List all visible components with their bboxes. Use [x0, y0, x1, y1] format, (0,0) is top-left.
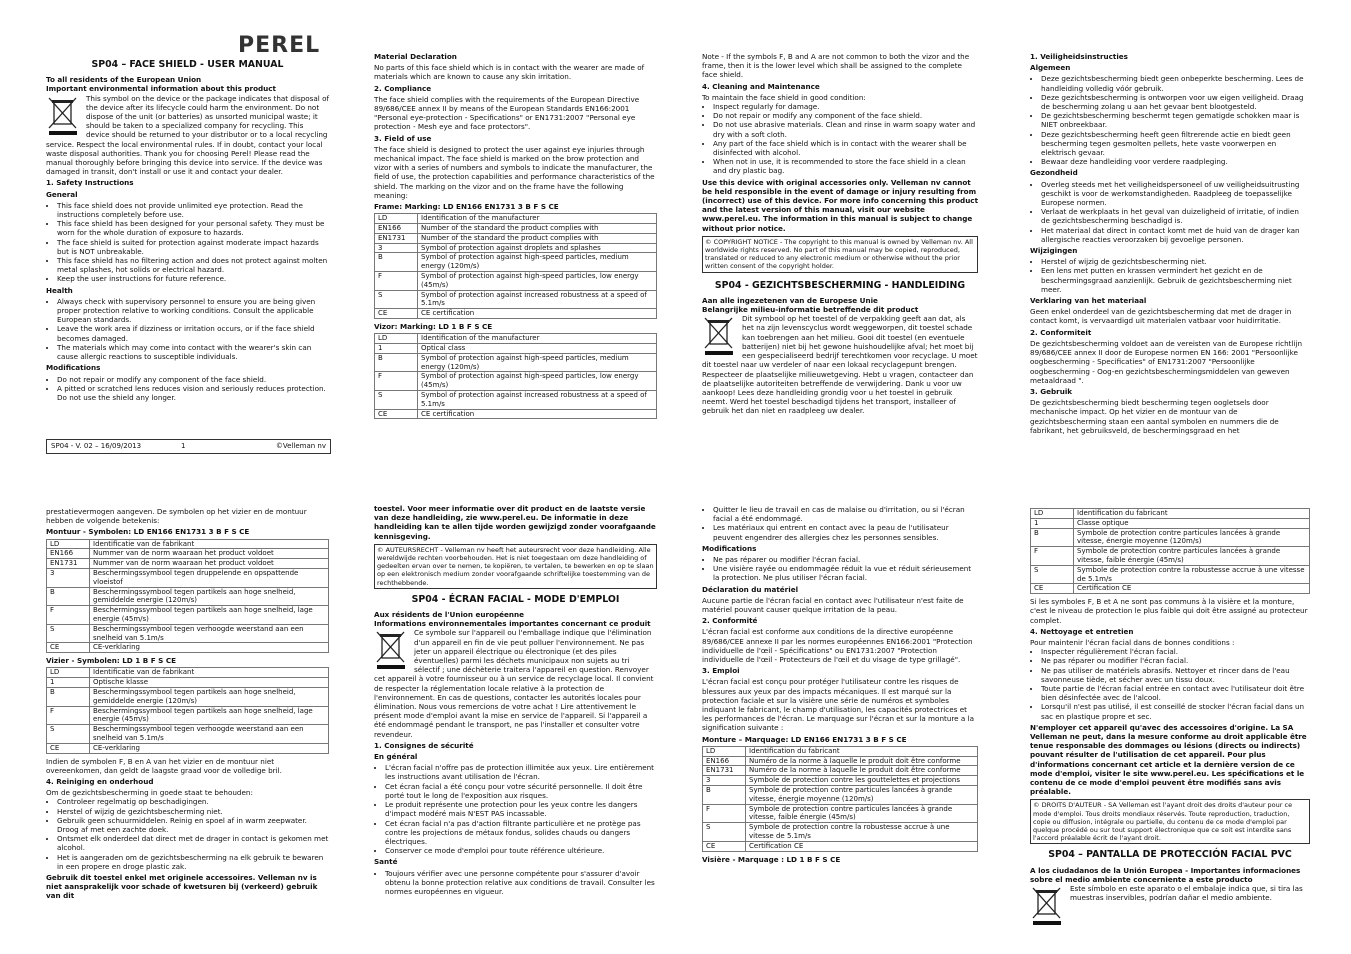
- table-cell: CE: [375, 309, 418, 319]
- cleaning-heading: 4. Cleaning and Maintenance: [702, 81, 820, 91]
- table-cell: CE certification: [418, 409, 657, 419]
- table-cell: F: [375, 372, 418, 391]
- list-item: • Controleer regelmatig op beschadigingen.: [57, 797, 329, 806]
- table-cell: S: [47, 624, 90, 643]
- list-item: • The face shield is suited for protection against moderate impact hazards but is NOT unbreakable.: [57, 238, 329, 256]
- column-4: [1030, 52, 1306, 437]
- table-row: [1031, 528, 1310, 547]
- table-cell: Symbol of protection against droplets and splashes: [418, 243, 657, 253]
- fr-general-list: [374, 763, 657, 855]
- table-cell: Beschermingssymbool tegen partikels aan hoge snelheid, gemiddelde energie (120m/s): [90, 687, 329, 706]
- table-cell: CE certification: [418, 309, 657, 319]
- table-cell: Symbol of protection against increased robustness at a speed of 5.1m/s: [418, 290, 657, 309]
- table-cell: Beschermingssymbool tegen druppelende en opspattende vloeistof: [90, 569, 329, 588]
- table-row: [47, 606, 329, 625]
- nl-modifications-list: [1030, 257, 1306, 294]
- fr-cleaning-heading: 4. Nettoyage et entretien: [1030, 626, 1134, 636]
- fr-use-heading: 3. Emploi: [702, 666, 740, 676]
- table-cell: Identification du fabricant: [1074, 509, 1310, 519]
- list-item: • Overleg steeds met het veiligheidspersoneel of uw veiligheidsuitrusting geschikt is voor de werkomstandigheden. Raadpleeg de toepasselijke Europese normen.: [1041, 180, 1306, 208]
- section-safety: 1. Safety Instructions: [46, 178, 134, 188]
- table-row: [375, 391, 657, 410]
- table-cell: 1: [47, 678, 90, 688]
- nl-vizor-marking-heading: Vizier - Symbolen: LD 1 B F S CE: [46, 656, 177, 666]
- table-row: [375, 353, 657, 372]
- fr-health-heading: Santé: [374, 857, 398, 867]
- modifications-list: [46, 375, 329, 403]
- vizor-marking-heading: Vizor: Marking: LD 1 B F S CE: [374, 322, 493, 332]
- manual-title-en: SP04 – FACE SHIELD - USER MANUAL: [91, 59, 284, 70]
- eu-text: This symbol on the device or the package indicates that disposal of the device after its lifecycle could harm the environment. Do not dispose of the unit (or batteries) as unsorted municipal waste; it should be taken to a specialized company for recycling. This device should be returned to your distributor or to a local recycling service. Respect the local environmental rules. If in doubt, contact your local waste disposal authorities. Thank you for choosing Perel! Please read the manual thoroughly before bringing this device into service. If the device was damaged in transit, don't install or use it and contact your dealer.: [46, 93, 330, 177]
- table-row: [47, 643, 329, 653]
- list-item: • Cet écran facial a été conçu pour votre sécurité personnelle. Il doit être porté tout le long de l'exposition aux risques.: [385, 782, 657, 800]
- fr-note-text: Si les symboles F, B et A ne sont pas communs à la visière et la monture, c'est le niveau de protection le plus faible qui doit être assigné au protecteur complet.: [1030, 597, 1308, 625]
- fr-modifications-list: [702, 555, 978, 583]
- column-8: [1030, 507, 1310, 928]
- list-item: • This face shield has no filtering action and does not protect against molten metal splashes, hot solids or electrical hazard.: [57, 256, 329, 274]
- manual-title-es: SP04 – PANTALLA DE PROTECCIÓN FACIAL PVC: [1048, 849, 1292, 861]
- table-row: [375, 233, 657, 243]
- field-of-use-heading: 3. Field of use: [374, 133, 432, 143]
- table-cell: B: [47, 587, 90, 606]
- table-cell: Optische klasse: [90, 678, 329, 688]
- table-cell: Beschermingssymbool tegen verhoogde weerstand aan een snelheid van 5.1m/s: [90, 725, 329, 744]
- compliance-heading: 2. Compliance: [374, 83, 432, 93]
- fr-vizor-marking-table: [1030, 508, 1310, 594]
- table-cell: Symbole de protection contre la robustesse accrue à une vitesse de 5.1m/s: [1074, 565, 1310, 584]
- table-cell: B: [703, 786, 746, 805]
- table-row: [375, 243, 657, 253]
- table-row: [47, 624, 329, 643]
- table-cell: CE: [47, 643, 90, 653]
- fr-use-text: L'écran facial est conçu pour protéger l'utilisateur contre les risques de blessures aux yeux par des impacts mécaniques. Il est marqué sur la protection faciale et sur la visière une série de numéros et symboles indiquant le fabricant, le champ d'utilisation, les capacités protectrices et les performances de l'écran. Le marquage sur l'écran et sur la monture a la signification suivante :: [702, 677, 974, 733]
- list-item: • Ne pas réparer ou modifier l'écran facial.: [713, 555, 978, 564]
- modifications-heading: Modifications: [46, 363, 101, 373]
- list-item: • When not in use, it is recommended to store the face shield in a clean and dry plastic bag.: [713, 157, 978, 175]
- fr-compliance-heading: 2. Conformité: [702, 616, 758, 626]
- table-row: [375, 409, 657, 419]
- list-item: • Quitter le lieu de travail en cas de malaise ou d'irritation, ou si l'écran facial a été endommagé.: [713, 505, 978, 523]
- table-cell: B: [47, 687, 90, 706]
- table-row: [375, 290, 657, 309]
- table-cell: Symbole de protection contre particules lancées à grande vitesse, faible énergie (45m/s): [746, 804, 978, 823]
- table-cell: EN166: [703, 756, 746, 766]
- list-item: • Cet écran facial n'a pas d'action filtrante particulière et ne protège pas contre les projections de métaux fondus, solides chauds ou dangers électriques.: [385, 819, 657, 847]
- list-item: • Het materiaal dat direct in contact komt met de huid van de drager kan allergische reacties veroorzaken bij gevoelige personen.: [1041, 226, 1306, 244]
- table-row: [47, 687, 329, 706]
- list-item: • De gezichtsbescherming beschermt tegen gematigde schokken maar is NIET onbreekbaar.: [1041, 111, 1306, 129]
- table-row: [375, 372, 657, 391]
- table-cell: Symbol of protection against high-speed particles, low energy (45m/s): [418, 272, 657, 291]
- table-row: [47, 549, 329, 559]
- table-cell: Nummer van de norm waaraan het product voldoet: [90, 559, 329, 569]
- table-cell: Classe optique: [1074, 518, 1310, 528]
- es-eu-heading: A los ciudadanos de la Unión Europea - Importantes informaciones sobre el medio ambiente concerniente a este producto: [1030, 865, 1301, 884]
- fr-compliance-text: L'écran facial est conforme aux conditions de la directive européenne 89/686/CEE annexe II par les normes européennes EN166:2001 "Protection individuelle de l'œil - Spécifications" ou EN1731:2007 "Protection individuelle de l'œil - Protecteurs de l'œil et du visage de type grillagé".: [702, 627, 973, 665]
- table-cell: Symbol of protection against increased robustness at a speed of 5.1m/s: [418, 391, 657, 410]
- list-item: • Herstel of wijzig de gezichtsbescherming niet.: [1041, 257, 1306, 266]
- table-cell: EN1731: [703, 766, 746, 776]
- list-item: • Inspecter régulièrement l'écran facial.: [1041, 647, 1310, 656]
- list-item: • Conserver ce mode d'emploi pour toute référence ultérieure.: [385, 846, 657, 855]
- table-cell: LD: [703, 746, 746, 756]
- table-row: [703, 766, 978, 776]
- table-cell: Beschermingssymbool tegen verhoogde weerstand aan een snelheid van 5.1m/s: [90, 624, 329, 643]
- list-item: • L'écran facial n'offre pas de protection illimitée aux yeux. Lire entièrement les instructions avant utilisation de l'écran.: [385, 763, 657, 781]
- nl-compliance-heading: 2. Conformiteit: [1030, 327, 1092, 337]
- manual-title-fr: SP04 - ÉCRAN FACIAL - MODE D'EMPLOI: [411, 593, 620, 605]
- fr-eu-heading: Aux résidents de l'Union européenne: [374, 610, 524, 620]
- table-row: [375, 309, 657, 319]
- table-row: [1031, 509, 1310, 519]
- table-cell: 3: [47, 569, 90, 588]
- column-1: [46, 58, 329, 404]
- nl-note-text: Indien de symbolen F, B en A van het vizier en de montuur niet overeenkomen, dan geldt de laagste graad voor de volledige bril.: [46, 756, 282, 775]
- table-cell: 3: [703, 776, 746, 786]
- fr-eu-subheading: Informations environnementales importantes concernant ce produit: [374, 619, 651, 629]
- table-cell: CE-verklaring: [90, 743, 329, 753]
- table-row: [47, 569, 329, 588]
- general-list: [46, 201, 329, 284]
- fr-general-heading: En général: [374, 752, 418, 762]
- general-heading: General: [46, 189, 78, 199]
- list-item: • This face shield does not provide unlimited eye protection. Read the instructions completely before use.: [57, 201, 329, 219]
- column-2: [374, 52, 657, 422]
- nl-cleaning-heading: 4. Reiniging en onderhoud: [46, 776, 154, 786]
- table-cell: Number of the standard the product complies with: [418, 224, 657, 234]
- table-row: [47, 743, 329, 753]
- table-cell: Optical class: [418, 344, 657, 354]
- table-row: [47, 587, 329, 606]
- fr-vizor-marking-heading: Visière - Marquage : LD 1 B F S CE: [702, 854, 841, 864]
- table-row: [703, 786, 978, 805]
- perel-logo: PEREL: [238, 33, 321, 58]
- table-cell: Beschermingssymbool tegen partikels aan hoge snelheid, lage energie (45m/s): [90, 706, 329, 725]
- list-item: • Bewaar deze handleiding voor verdere raadpleging.: [1041, 157, 1306, 166]
- list-item: • Toute partie de l'écran facial entrée en contact avec l'utilisateur doit être bien désinfectée avec de l'alcool.: [1041, 684, 1310, 702]
- nl-use-text-continued: prestatievermogen aangeven. De symbolen op het vizier en de montuur hebben de volgende betekenis:: [46, 507, 307, 526]
- accessories-warning: Use this device with original accessories only. Velleman nv cannot be held responsible in the event of damage or injury resulting from (incorrect) use of this device. For more info concerning this product and the latest version of this manual, visit our website www.perel.eu. The information in this manual is subject to change without prior notice.: [702, 177, 979, 233]
- eu-subheading: Important environmental information about this product: [46, 84, 276, 94]
- nl-general-heading: Algemeen: [1030, 63, 1071, 73]
- frame-marking-table: [374, 213, 657, 319]
- footer-page-number: 1: [181, 442, 186, 450]
- table-cell: F: [703, 804, 746, 823]
- table-row: [47, 539, 329, 549]
- list-item: • Le produit représente une protection pour les yeux contre les dangers d'impact modéré mais N'EST PAS incassable.: [385, 800, 657, 818]
- table-row: [47, 559, 329, 569]
- list-item: • Deze gezichtsbescherming biedt geen onbeperkte bescherming. Lees de handleiding volledig vóór gebruik.: [1041, 74, 1306, 92]
- table-cell: EN166: [47, 549, 90, 559]
- nl-vizor-marking-table: [46, 667, 329, 753]
- nl-safety-heading: 1. Veiligheidsinstructies: [1030, 52, 1128, 61]
- list-item: • Deze gezichtsbescherming heeft geen filtrerende actie en biedt geen bescherming tegen gesmolten pellets, hete vaste voorwerpen en elektrisch gevaar.: [1041, 130, 1306, 158]
- table-cell: LD: [375, 214, 418, 224]
- table-cell: Identificatie van de fabrikant: [90, 539, 329, 549]
- list-item: • Een lens met putten en krassen vermindert het gezicht en de beschermingsgraad aanzienlijk. Gebruik de gezichtsbescherming niet meer.: [1041, 266, 1306, 294]
- table-cell: F: [375, 272, 418, 291]
- cleaning-intro: To maintain the face shield in good condition:: [702, 92, 866, 102]
- page-footer: [46, 439, 331, 454]
- table-row: [703, 776, 978, 786]
- table-cell: S: [47, 725, 90, 744]
- fr-material-heading: Déclaration du matériel: [702, 584, 799, 594]
- fr-copyright-notice: © DROITS D'AUTEUR - SA Velleman est l'ayant droit des droits d'auteur pour ce mode d'emploi. Tous droits mondiaux réservés. Toute reproduction, traduction, copie ou diffusion, intégrale ou partielle, du contenu de ce mode d'emploi par quelque procédé ou sur tout support électronique que ce soit est interdite sans l'accord préalable écrit de l'ayant droit.: [1030, 799, 1310, 844]
- material-text: No parts of this face shield which is in contact with the wearer are made of materials which are known to cause any skin irritation.: [374, 63, 645, 82]
- table-cell: S: [1031, 565, 1074, 584]
- table-cell: CE: [375, 409, 418, 419]
- table-cell: Symbole de protection contre particules lancées à grande vitesse, énergie moyenne (120m/s): [746, 786, 978, 805]
- nl-use-heading: 3. Gebruik: [1030, 386, 1073, 396]
- table-cell: CE: [1031, 584, 1074, 594]
- table-cell: EN1731: [375, 233, 418, 243]
- nl-use-text: De gezichtsbescherming biedt bescherming tegen oogletsels door mechanische impact. Op het vizier en de montuur van de gezichtsbescherming staan een aantal symbolen en nummers die de fabrikant, het gebruiksveld, de beschermingsgraad en het: [1030, 398, 1279, 435]
- table-cell: B: [375, 253, 418, 272]
- table-row: [1031, 565, 1310, 584]
- table-cell: Identificatie van de fabrikant: [90, 668, 329, 678]
- table-cell: F: [47, 706, 90, 725]
- weee-bin-icon: [46, 96, 80, 136]
- fr-accessories-warning: N'employer cet appareil qu'avec des accessoires d'origine. La SA Velleman ne peut, dans la mesure conforme au droit applicable être tenue responsable des dommages ou lésions (directs ou indirects) pouvant résulter de l'utilisation de cet appareil. Pour plus d'informations concernant cet article et la dernière version de ce mode d'emploi, visiter le site www.perel.eu. Les spécifications et le contenu de ce mode d'emploi peuvent être modifiés sans avis préalable.: [1030, 722, 1307, 797]
- list-item: • Keep the user instructions for future reference.: [57, 274, 329, 283]
- table-cell: EN1731: [47, 559, 90, 569]
- list-item: • This face shield has been designed for your personal safety. They must be worn for the whole duration of exposure to hazards.: [57, 219, 329, 237]
- vizor-marking-table: [374, 333, 657, 419]
- nl-eu-text: Dit symbool op het toestel of de verpakking geeft aan dat, als het na zijn levenscyclus wordt weggeworpen, dit toestel schade kan toebrengen aan het milieu. Gooi dit toestel (en eventuele batterijen) niet bij het gewone huishoudelijke afval; het moet bij een gespecialiseerd bedrijf terechtkomen voor recyclage. U moet dit toestel naar uw verdeler of naar een lokaal recyclagepunt brengen. Respecteer de plaatselijke milieuwetgeving. Hebt u vragen, contacteer dan de plaatselijke autoriteiten betreffende de verwijdering. Dank u voor uw aankoop! Lees deze handleiding grondig voor u het toestel in gebruik neemt. Werd het toestel beschadigd tijdens het transport, installeer of gebruik het dan niet en raadpleeg uw dealer.: [702, 314, 978, 416]
- table-row: [47, 706, 329, 725]
- table-cell: CE: [703, 841, 746, 851]
- column-6: [374, 504, 657, 898]
- fr-frame-marking-heading: Monture – Marquage: LD EN166 EN1731 3 B F S CE: [702, 734, 907, 744]
- list-item: • A pitted or scratched lens reduces vision and seriously reduces protection. Do not use the shield any longer.: [57, 384, 329, 402]
- table-cell: LD: [47, 668, 90, 678]
- list-item: • Deze gezichtsbescherming is ontworpen voor uw eigen veiligheid. Draag de bescherming zolang u aan het gevaar bent blootgesteld.: [1041, 93, 1306, 111]
- list-item: • Leave the work area if dizziness or irritation occurs, or if the face shield becomes damaged.: [57, 324, 329, 342]
- footer-copyright: ©Velleman nv: [275, 442, 326, 450]
- list-item: • Any part of the face shield which is in contact with the wearer shall be disinfected with alcohol.: [713, 139, 978, 157]
- note-text: Note - If the symbols F, B and A are not common to both the vizor and the frame, then it is the lower level which shall be assigned to the complete face shield.: [702, 52, 970, 80]
- table-cell: LD: [1031, 509, 1074, 519]
- table-cell: F: [47, 606, 90, 625]
- table-cell: Identification of the manufacturer: [418, 334, 657, 344]
- fr-modifications-heading: Modifications: [702, 543, 757, 553]
- table-row: [703, 746, 978, 756]
- nl-modifications-heading: Wijzigingen: [1030, 246, 1078, 256]
- weee-bin-icon: [374, 630, 408, 670]
- eu-heading: To all residents of the European Union: [46, 75, 202, 85]
- nl-cleaning-list: [46, 797, 329, 871]
- column-5: [46, 507, 329, 903]
- nl-general-list: [1030, 74, 1306, 166]
- table-cell: 1: [375, 344, 418, 354]
- table-cell: B: [1031, 528, 1074, 547]
- table-row: [375, 344, 657, 354]
- table-row: [375, 272, 657, 291]
- table-row: [1031, 518, 1310, 528]
- fr-cleaning-list: [1030, 647, 1310, 721]
- copyright-notice: © COPYRIGHT NOTICE - The copyright to this manual is owned by Velleman nv. All worldwide rights reserved. No part of this manual may be copied, reproduced, translated or reduced to any electronic medium or otherwise without the prior written consent of the copyright holder.: [702, 236, 978, 273]
- health-list: [46, 297, 329, 361]
- list-item: • Herstel of wijzig de gezichtsbescherming niet.: [57, 807, 329, 816]
- table-cell: Beschermingssymbool tegen partikels aan hoge snelheid, gemiddelde energie (120m/s): [90, 587, 329, 606]
- list-item: • Les matériaux qui entrent en contact avec la peau de l'utilisateur peuvent engendrer des allergies chez les personnes sensibles.: [713, 523, 978, 541]
- table-row: [375, 214, 657, 224]
- table-row: [375, 253, 657, 272]
- weee-bin-icon: [702, 316, 736, 356]
- table-cell: Symbol of protection against high-speed particles, medium energy (120m/s): [418, 353, 657, 372]
- fr-safety-heading: 1. Consignes de sécurité: [374, 740, 474, 750]
- list-item: • Gebruik geen schuurmiddelen. Reinig en spoel af in warm zeepwater. Droog af met een zachte doek.: [57, 816, 329, 834]
- compliance-text: The face shield complies with the requirements of the European Directive 89/686/CEE annex II by means of the European Standards EN166:2001 "Personal eye-protection - Specifications" or EN1731:2007 "Personal eye protection - Mesh eye and face protectors".: [374, 94, 640, 132]
- list-item: • Ontsmet elk onderdeel dat direct met de drager in contact is gekomen met alcohol.: [57, 834, 329, 852]
- list-item: • Ne pas réparer ou modifier l'écran facial.: [1041, 656, 1310, 665]
- table-cell: S: [703, 823, 746, 842]
- nl-copyright-notice: © AUTEURSRECHT - Velleman nv heeft het auteursrecht voor deze handleiding. Alle wereldwijde rechten voorbehouden. Het is niet toegestaan om deze handleiding of gedeelten ervan over te nemen, te kopiëren, te vertalen, te bewerken en op te slaan op een elektronisch medium zonder voorafgaande schriftelijke toestemming van de rechthebbende.: [374, 544, 657, 589]
- list-item: • Always check with supervisory personnel to ensure you are being given proper protection relative to working conditions. Consult the applicable European standards.: [57, 297, 329, 325]
- table-cell: Beschermingssymbool tegen partikels aan hoge snelheid, lage energie (45m/s): [90, 606, 329, 625]
- table-cell: 1: [1031, 518, 1074, 528]
- table-row: [1031, 584, 1310, 594]
- nl-material-text: Geen enkel onderdeel van de gezichtsbescherming dat met de drager in contact komt, is vervaardigd uit materialen vatbaar voor huidirritatie.: [1030, 307, 1292, 326]
- nl-eu-subheading: Belangrijke milieu-informatie betreffende dit product: [702, 305, 919, 315]
- table-row: [47, 668, 329, 678]
- table-cell: LD: [375, 334, 418, 344]
- table-row: [375, 334, 657, 344]
- table-cell: Certification CE: [1074, 584, 1310, 594]
- table-row: [375, 224, 657, 234]
- footer-version: SP04 - V. 02 – 16/09/2013: [51, 442, 142, 450]
- cleaning-list: [702, 102, 978, 176]
- table-cell: Numéro de la norme à laquelle le produit doit être conforme: [746, 756, 978, 766]
- nl-material-heading: Verklaring van het materiaal: [1030, 296, 1147, 306]
- list-item: • Lorsqu'il n'est pas utilisé, il est conseillé de stocker l'écran facial dans un sac en plastique propre et sec.: [1041, 702, 1310, 720]
- table-cell: LD: [47, 539, 90, 549]
- table-cell: Symbole de protection contre particules lancées à grande vitesse, faible énergie (45m/s): [1074, 547, 1310, 566]
- nl-cleaning-intro: Om de gezichtsbescherming in goede staat te behouden:: [46, 788, 253, 798]
- table-cell: Symbole de protection contre la robustesse accrue à une vitesse de 5.1m/s: [746, 823, 978, 842]
- material-heading: Material Declaration: [374, 52, 457, 61]
- nl-frame-marking-heading: Montuur - Symbolen: LD EN166 EN1731 3 B F S CE: [46, 527, 250, 537]
- list-item: • Inspect regularly for damage.: [713, 102, 978, 111]
- list-item: • Do not repair or modify any component of the face shield.: [713, 111, 978, 120]
- es-eu-text: Este símbolo en este aparato o el embalaje indica que, si tira las muestras inservibles, podrían dañar el medio ambiente.: [1070, 884, 1303, 903]
- table-cell: Symbole de protection contre particules lancées à grande vitesse, énergie moyenne (120m/s): [1074, 528, 1310, 547]
- fr-health-list-continued: [702, 505, 978, 542]
- table-row: [703, 804, 978, 823]
- list-item: • Verlaat de werkplaats in het geval van duizeligheid of irritatie, of indien de gezichtsbescherming beschadigd is.: [1041, 207, 1306, 225]
- list-item: • Ne pas utiliser de matériels abrasifs. Nettoyer et rincer dans de l'eau savonneuse tiède, et sécher avec un tissu doux.: [1041, 666, 1310, 684]
- manual-title-nl: SP04 - GEZICHTSBESCHERMING - HANDLEIDING: [714, 279, 966, 291]
- table-row: [703, 841, 978, 851]
- table-cell: 3: [375, 243, 418, 253]
- list-item: • Toujours vérifier avec une personne compétente pour s'assurer d'avoir obtenu la bonne protection relative aux conditions de travail. Consulter les normes européennes en vigueur.: [385, 869, 657, 897]
- table-cell: Number of the standard the product complies with: [418, 233, 657, 243]
- table-cell: CE-verklaring: [90, 643, 329, 653]
- table-cell: Symbol of protection against high-speed particles, medium energy (120m/s): [418, 253, 657, 272]
- table-cell: S: [375, 391, 418, 410]
- list-item: • Do not repair or modify any component of the face shield.: [57, 375, 329, 384]
- table-cell: Identification du fabricant: [746, 746, 978, 756]
- nl-compliance-text: De gezichtsbescherming voldoet aan de vereisten van de Europese richtlijn 89/686/CEE annex II door de Europese normen EN 166: 2001 "Persoonlijke oogbescherming - Specificaties" of EN1731:2007 "Persoonlijke oogbescherming - Oog-en gezichtsbeschermingsmiddelen van geweven metaaldraad ".: [1030, 338, 1303, 385]
- list-item: • The materials which may come into contact with the wearer's skin can cause allergic reactions to susceptible individuals.: [57, 343, 329, 361]
- list-item: • Het is aangeraden om de gezichtsbescherming na elk gebruik te bewaren in een propere en droge plastic zak.: [57, 853, 329, 871]
- nl-health-list: [1030, 180, 1306, 244]
- field-of-use-text: The face shield is designed to protect the user against eye injuries through mechanical impact. The face shield is marked on the brow protection and vizor with a series of numbers and symbols to indicate the manufacturer, the field of use, the protection capabilities and performance characteristics of the shield. The marking on the vizor and on the frame have the following meaning:: [374, 144, 655, 200]
- table-row: [703, 756, 978, 766]
- column-7: [702, 505, 978, 866]
- table-row: [47, 725, 329, 744]
- fr-material-text: Aucune partie de l'écran facial en contact avec l'utilisateur n'est faite de matériel pouvant causer quelque irritation de la peau.: [702, 595, 964, 615]
- weee-bin-icon: [1030, 886, 1064, 926]
- table-cell: Symbole de protection contre les gouttelettes et projections: [746, 776, 978, 786]
- health-heading: Health: [46, 285, 73, 295]
- table-cell: S: [375, 290, 418, 309]
- fr-health-list: [374, 869, 657, 897]
- nl-health-heading: Gezondheid: [1030, 168, 1078, 178]
- table-cell: Certification CE: [746, 841, 978, 851]
- frame-marking-heading: Frame: Marking: LD EN166 EN1731 3 B F S CE: [374, 202, 559, 212]
- fr-cleaning-intro: Pour maintenir l'écran facial dans de bonnes conditions :: [1030, 637, 1235, 647]
- table-cell: CE: [47, 743, 90, 753]
- table-row: [703, 823, 978, 842]
- table-cell: F: [1031, 547, 1074, 566]
- table-row: [47, 678, 329, 688]
- table-cell: Numéro de la norme à laquelle le produit doit être conforme: [746, 766, 978, 776]
- nl-accessories-warning: Gebruik dit toestel enkel met originele accessoires. Velleman nv is niet aansprakelijk voor schade of kwetsuren bij (verkeerd) gebruik van dit: [46, 872, 318, 901]
- nl-eu-heading: Aan alle ingezetenen van de Europese Unie: [702, 295, 878, 305]
- fr-frame-marking-table: [702, 746, 978, 852]
- table-cell: EN166: [375, 224, 418, 234]
- nl-warning-continued: toestel. Voor meer informatie over dit product en de laatste versie van deze handleiding, zie www.perel.eu. De informatie in deze handleiding kan te allen tijde worden gewijzigd zonder voorafgaande kennisgeving.: [374, 504, 656, 541]
- table-cell: Symbol of protection against high-speed particles, low energy (45m/s): [418, 372, 657, 391]
- list-item: • Do not use abrasive materials. Clean and rinse in warm soapy water and dry with a soft cloth.: [713, 120, 978, 138]
- column-3: [702, 52, 978, 418]
- table-cell: B: [375, 353, 418, 372]
- table-cell: Identification of the manufacturer: [418, 214, 657, 224]
- nl-frame-marking-table: [46, 539, 329, 654]
- table-row: [1031, 547, 1310, 566]
- table-cell: Nummer van de norm waaraan het product voldoet: [90, 549, 329, 559]
- fr-eu-text: Ce symbole sur l'appareil ou l'emballage indique que l'élimination d'un appareil en fin de vie peut polluer l'environnement. Ne pas jeter un appareil électrique ou électronique (et des piles éventuelles) parmi les déchets municipaux non sujets au tri sélectif ; une déchèterie traitera l'appareil en question. Renvoyer cet appareil à votre fournisseur ou à un service de recyclage local. Il convient de respecter la réglementation locale relative à la protection de l'environnement. En cas de questions, contacter les autorités locales pour élimination. Nous vous remercions de votre achat ! Lire attentivement le présent mode d'emploi avant la mise en service de l'appareil. Si l'appareil a été endommagé pendant le transport, ne pas l'installer et consulter votre revendeur.: [374, 628, 654, 739]
- list-item: • Une visière rayée ou endommagée réduit la vue et réduit sérieusement la protection. Ne plus utiliser l'écran facial.: [713, 564, 978, 582]
